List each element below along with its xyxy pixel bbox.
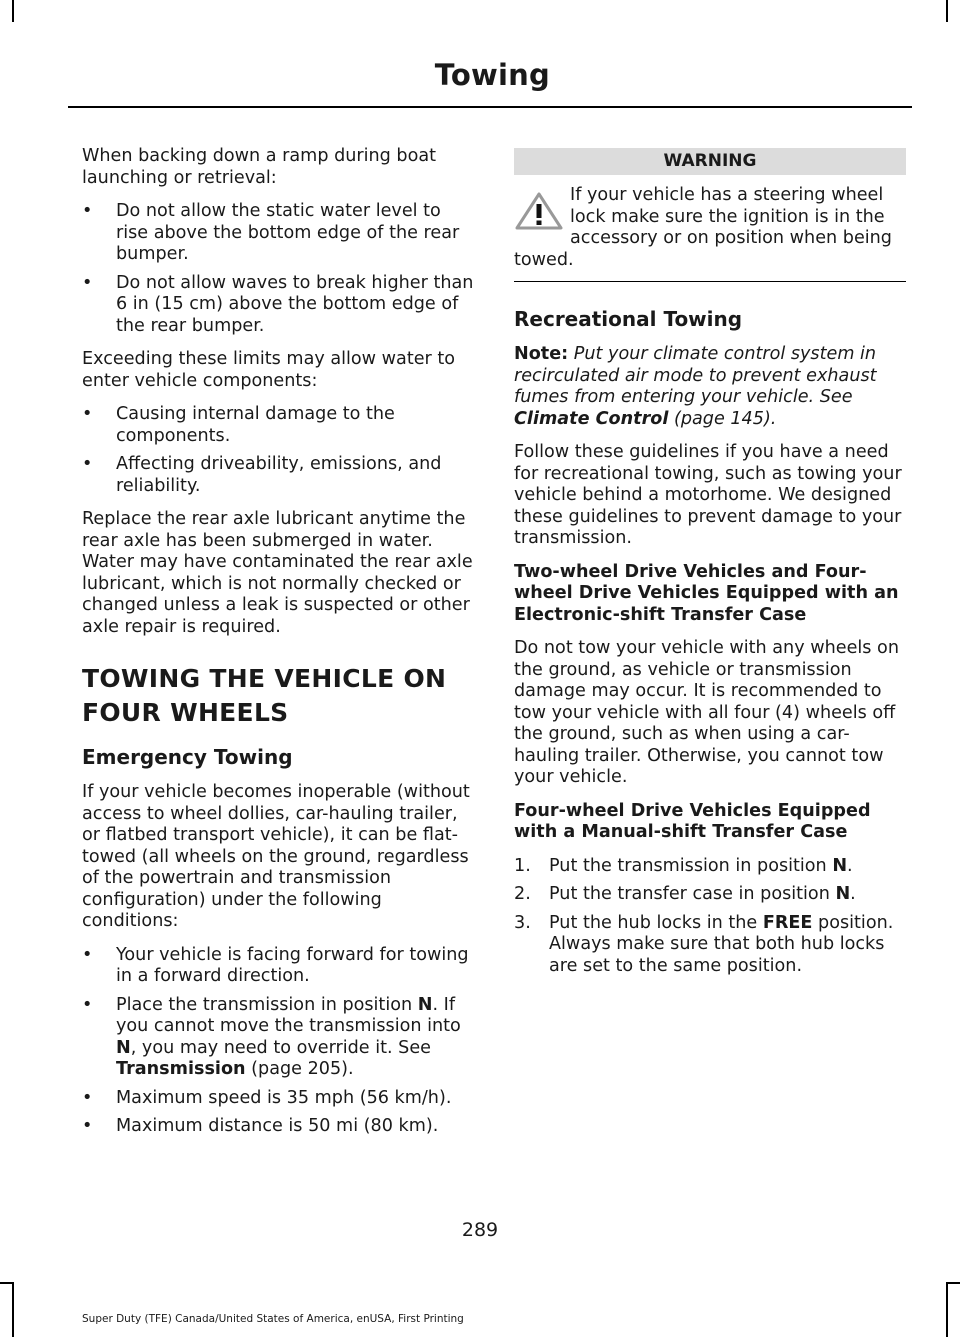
- intro-paragraph: When backing down a ramp during boat launching or retrieval:: [82, 146, 437, 188]
- crop-mark-top-left: [12, 0, 14, 22]
- step-number: 2.: [514, 884, 531, 904]
- step-number: 1.: [514, 855, 531, 876]
- position-n: N: [417, 994, 433, 1015]
- warning-banner: WARNING: [514, 148, 906, 175]
- page-reference: (page 145).: [668, 408, 777, 429]
- footer-text: Super Duty (TFE) Canada/United States of America, enUSA, First Printing: [82, 1313, 464, 1325]
- manual-shift-heading: Four-wheel Drive Vehicles Equipped with a Manual-shift Transfer Case: [514, 800, 871, 842]
- left-column: [82, 146, 474, 1150]
- effects-bullet-list: [82, 404, 474, 497]
- emergency-towing-heading: Emergency Towing: [82, 745, 293, 769]
- text-span: Put the hub locks in the: [549, 912, 763, 933]
- two-wheel-drive-heading: Two-wheel Drive Vehicles and Four-wheel Drive Vehicles Equipped with an Electronic-shift Transfer Case: [514, 561, 899, 625]
- ramp-bullet-list: [82, 201, 474, 337]
- text-span: . If you cannot move the transmission into: [116, 994, 461, 1036]
- text-span: .: [850, 884, 856, 904]
- list-item: [514, 856, 906, 878]
- climate-control-link[interactable]: Climate Control: [514, 408, 669, 429]
- note-paragraph: [514, 344, 906, 430]
- position-n: N: [835, 884, 851, 904]
- section-heading-line1: TOWING THE VEHICLE ON: [82, 664, 447, 693]
- step-number: 3.: [514, 912, 531, 933]
- warning-rule: [514, 281, 906, 282]
- transmission-link[interactable]: Transmission: [116, 1059, 246, 1079]
- header-rule: [68, 106, 912, 108]
- text-span: Place the transmission in position: [116, 994, 418, 1015]
- list-item: • Maximum distance is 50 mi (80 km).: [82, 1116, 474, 1138]
- list-item: • Do not allow the static water level to rise above the bottom edge of the rear bumper.: [82, 201, 474, 266]
- conditions-bullet-list: [82, 945, 474, 1138]
- list-item: [514, 884, 906, 906]
- list-item: [82, 995, 474, 1081]
- list-item: [514, 913, 906, 978]
- two-wheel-drive-paragraph: Do not tow your vehicle with any wheels on the ground, as vehicle or transmission damage may occur. It is recommended to tow your vehicle with all four (4) wheels off the ground, such as when using a car-hauling trailer. Otherwise, you cannot tow your vehicle.: [514, 638, 899, 787]
- recreational-towing-heading: Recreational Towing: [514, 307, 743, 331]
- exceed-paragraph: Exceeding these limits may allow water to enter vehicle components:: [82, 349, 456, 391]
- note-label: Note:: [514, 344, 569, 364]
- right-column: [514, 146, 906, 984]
- crop-mark-bottom-right: [946, 1282, 948, 1337]
- list-item: • Affecting driveability, emissions, and reliability.: [82, 454, 474, 497]
- crop-mark-bottom-left: [12, 1282, 14, 1337]
- text-span: position. Always make sure that both hub locks are set to the same position.: [549, 912, 894, 976]
- position-n: N: [116, 1037, 131, 1058]
- chapter-title: Towing: [434, 58, 550, 92]
- section-heading-line2: FOUR WHEELS: [82, 698, 289, 727]
- guidelines-paragraph: Follow these guidelines if you have a need for recreational towing, such as towing your vehicle behind a motorhome. We designed these guidelines to prevent damage to your transmission.: [514, 442, 902, 548]
- text-span: Put the transmission in position: [549, 855, 833, 876]
- list-item: • Your vehicle is facing forward for towing in a forward direction.: [82, 945, 474, 988]
- text-span: .: [847, 855, 853, 876]
- crop-mark-bottom-right-h: [946, 1282, 960, 1284]
- page-reference: (page 205).: [245, 1059, 354, 1079]
- warning-box: [514, 185, 906, 271]
- section-heading: [82, 662, 474, 730]
- list-item: • Maximum speed is 35 mph (56 km/h).: [82, 1088, 474, 1110]
- text-span: , you may need to override it. See: [130, 1037, 431, 1058]
- text-span: Put the transfer case in position: [549, 884, 836, 904]
- replace-lubricant-paragraph: Replace the rear axle lubricant anytime the rear axle has been submerged in water. Water may have contaminated the rear axle lubricant, which is not normally checked or changed unless a leak is suspected or other axle repair is required.: [82, 509, 473, 637]
- emergency-towing-paragraph: If your vehicle becomes inoperable (without access to wheel dollies, car-hauling trailer, or flatbed transport vehicle), it can be flat-towed (all wheels on the ground, regardless of the powertrain and transmission configuration) under the following conditions:: [82, 782, 470, 931]
- crop-mark-bottom-left-h: [0, 1282, 14, 1284]
- warning-triangle-icon: [514, 191, 564, 231]
- warning-text: If your vehicle has a steering wheel lock make sure the ignition is in the accessory or on position when being towed.: [514, 185, 892, 270]
- note-text: Put your climate control system in recirculated air mode to prevent exhaust fumes from entering your vehicle. See: [514, 344, 877, 407]
- free-position: FREE: [762, 912, 813, 933]
- manual-shift-steps: [514, 856, 906, 978]
- crop-mark-top-right: [946, 0, 948, 22]
- page-number: 289: [461, 1219, 499, 1241]
- list-item: • Causing internal damage to the components.: [82, 404, 474, 447]
- list-item: • Do not allow waves to break higher than 6 in (15 cm) above the bottom edge of the rear bumper.: [82, 273, 474, 338]
- position-n: N: [832, 855, 848, 876]
